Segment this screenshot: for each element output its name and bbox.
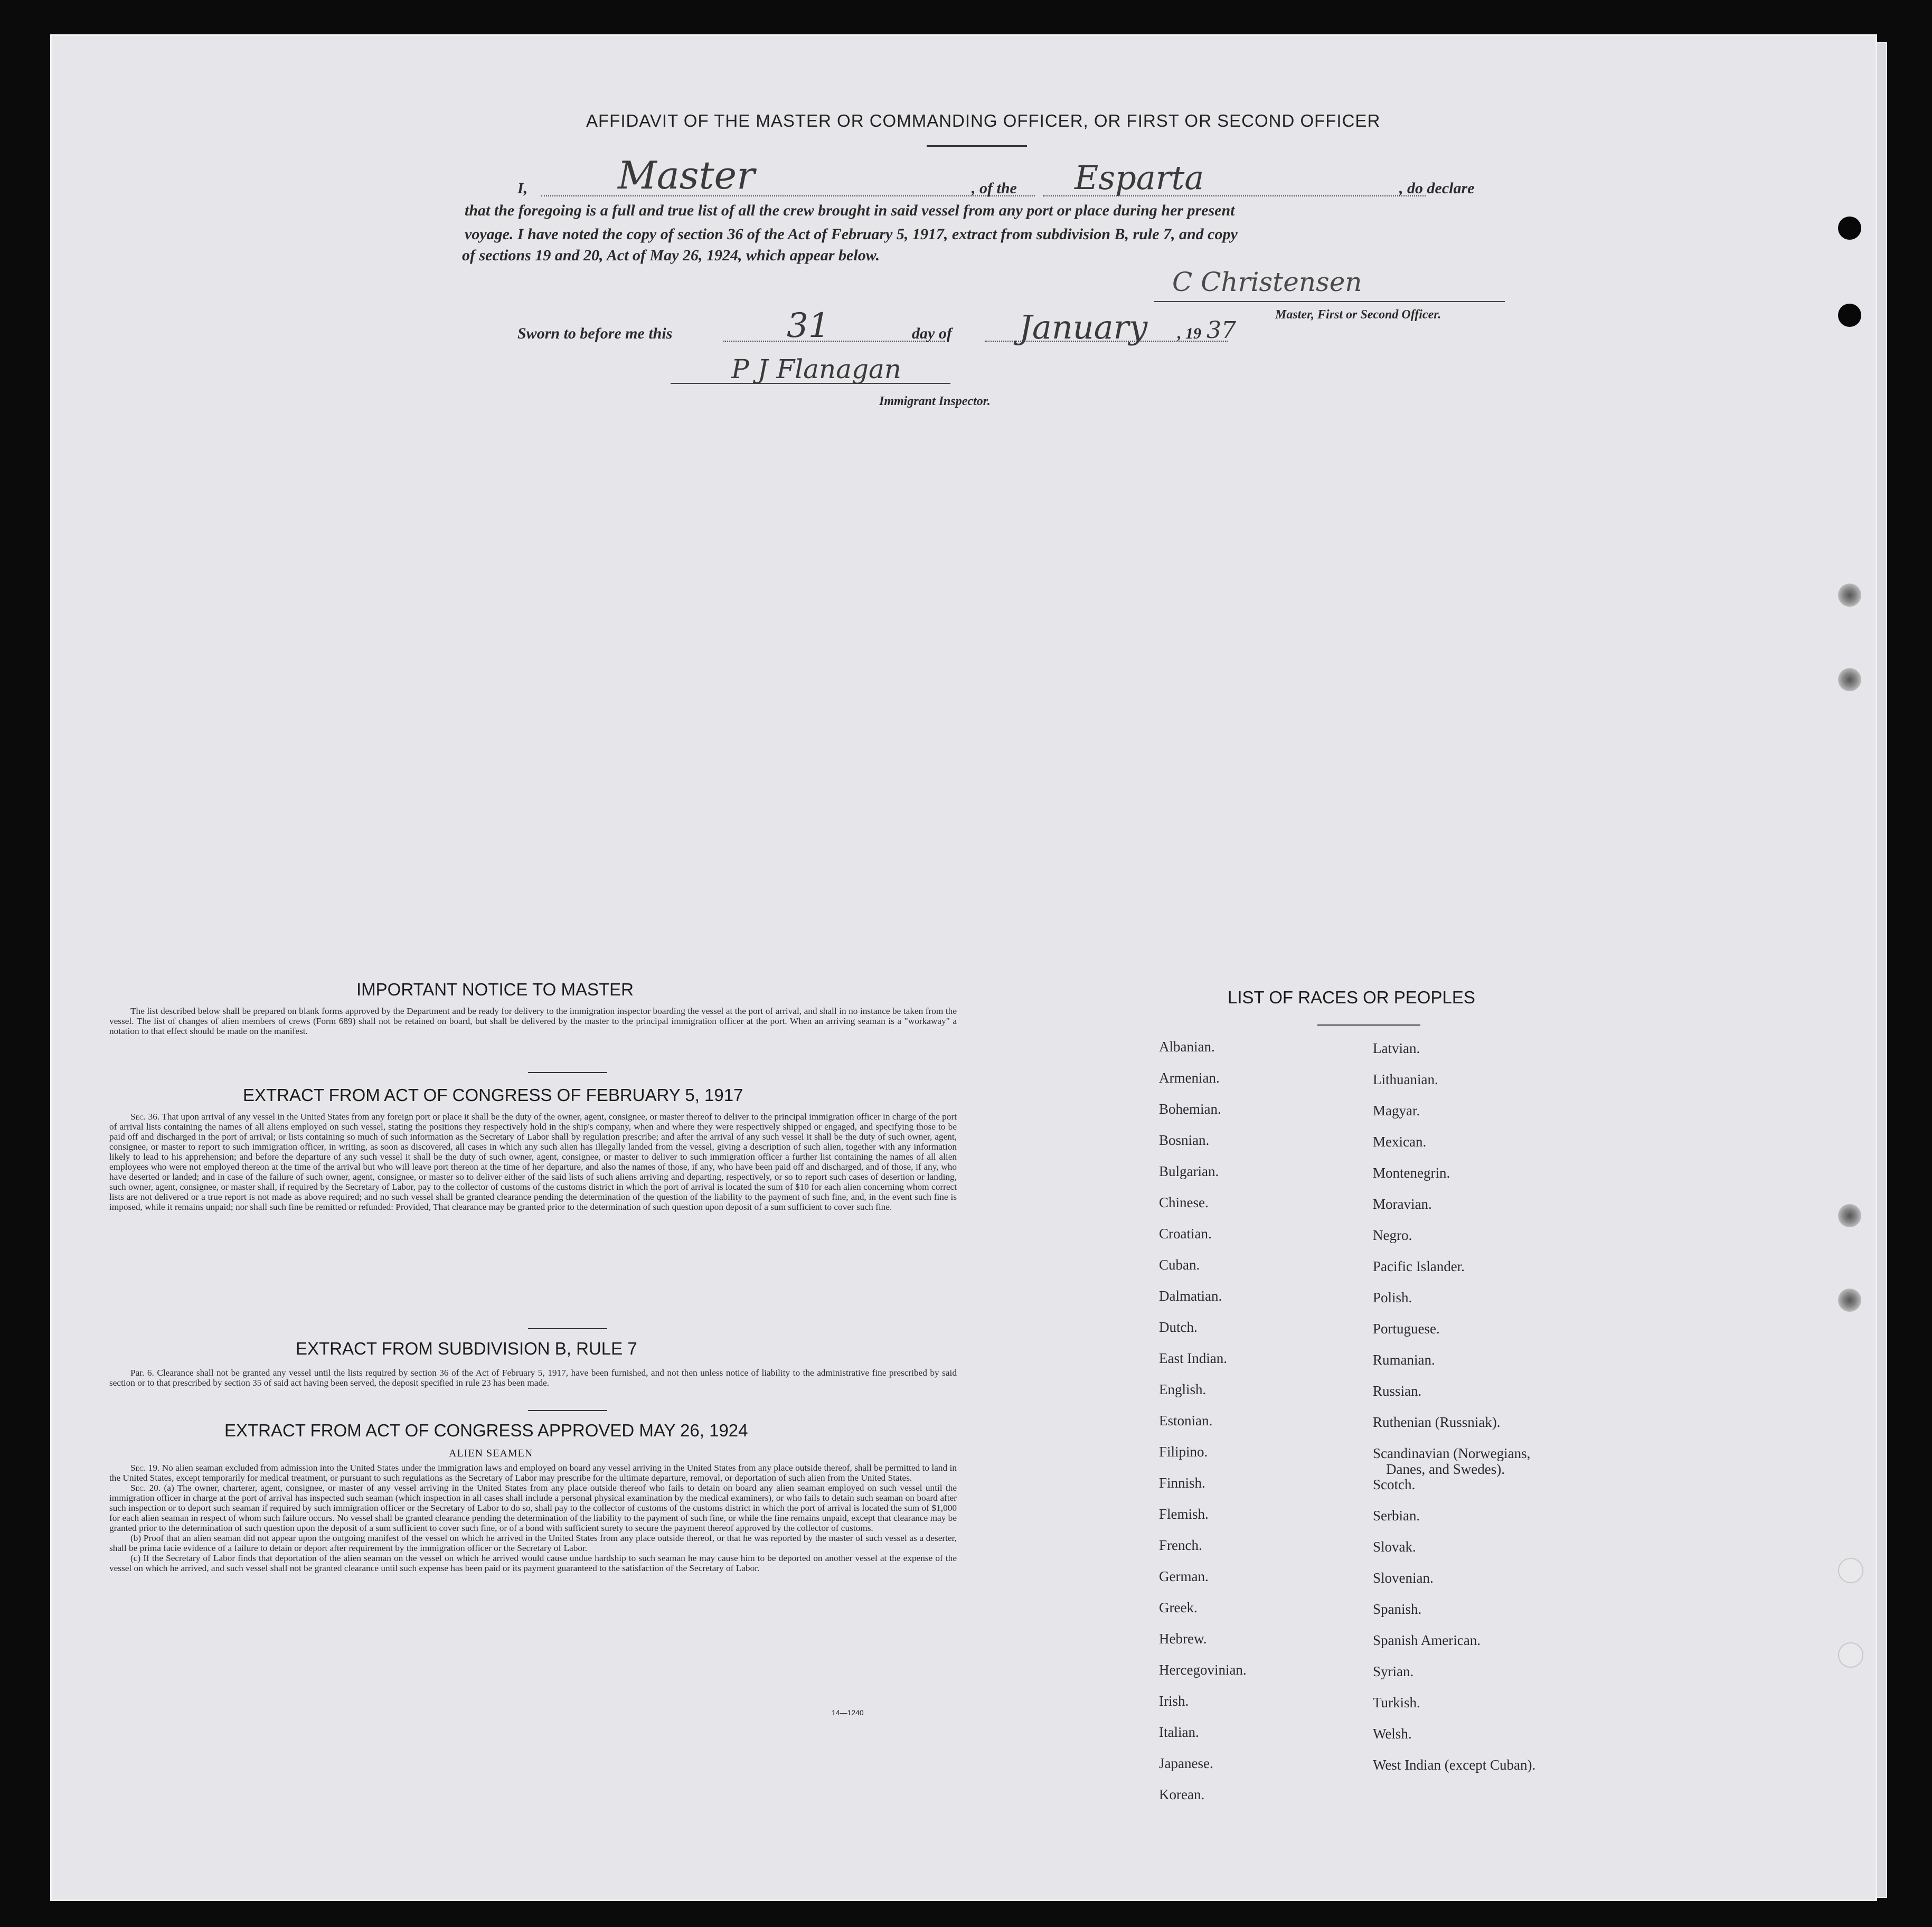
race-item: French. bbox=[1159, 1537, 1202, 1553]
sec-20b-body: (b) Proof that an alien seaman did not appear upon the outgoing manifest of the vessel on which he arrived in the United States from any place outside thereof, or that he was reported by the master of such vessel as a deserter, shall be prima facie evidence of a failure to detain or deport after requirement by the immigration officer or the Secretary of Labor. bbox=[109, 1533, 957, 1553]
sec-20-label: Sec. 20. bbox=[130, 1483, 161, 1493]
sworn-day: 31 bbox=[787, 306, 830, 345]
race-item: Slovenian. bbox=[1373, 1570, 1434, 1586]
race-item: Hercegovinian. bbox=[1159, 1662, 1247, 1678]
race-item: Chinese. bbox=[1159, 1195, 1209, 1210]
vessel-name: Esparta bbox=[1075, 158, 1204, 197]
races-right-column bbox=[1373, 1040, 1535, 1788]
extract-rule7-title: EXTRACT FROM SUBDIVISION B, RULE 7 bbox=[296, 1339, 637, 1358]
race-item: Portuguese. bbox=[1373, 1321, 1440, 1337]
races-title: LIST OF RACES OR PEOPLES bbox=[1228, 988, 1475, 1007]
race-item: Polish. bbox=[1373, 1290, 1412, 1305]
races-left-column bbox=[1159, 1039, 1247, 1818]
officer-signature-line bbox=[1154, 301, 1505, 302]
race-item: Mexican. bbox=[1373, 1134, 1427, 1150]
race-item: Korean. bbox=[1159, 1787, 1205, 1802]
race-item: Hebrew. bbox=[1159, 1631, 1207, 1647]
punch-hole bbox=[1838, 217, 1861, 240]
race-item: Croatian. bbox=[1159, 1226, 1212, 1242]
sec-36-body: That upon arrival of any vessel in the United States from any foreign port or place it shall be the duty of the owner, agent, consignee, or master thereof to deliver to the principal immigration officer in charge of the port of arrival lists containing the names of all aliens employed on such vessel, stating the positions they respectively hold in the ship's company, when and where they were respectively shipped or engaged, and specifying those to be paid off and discharged in the port of arrival; or lists containing so much of such information as the Secretary of Labor shall by regulation prescribe; and after the arrival of any such vessel it shall be the duty of such owner, agent, consignee, or master to report to such immigration officer, in writing, as soon as discovered, all cases in which any such alien has illegally landed from the vessel, giving a description of such alien, together with any information likely to lead to his apprehension; and before the departure of any such vessel it shall be the duty of such owner, agent, consignee, or master to deliver to such immigration officer a further list containing the names of all alien employees who were not employed thereon at the time of the arrival but who will leave port thereon at the time of her departure, and also the names of those, if any, who have been paid off and discharged, and of those, if any, who have deserted or landed; and in case of the failure of such owner, agent, consignee, or master so to deliver either of the said lists of such aliens arriving and departing, respectively, or so to report such cases of desertion or landing, such owner, agent, consignee, or master shall, if required by the Secretary of Labor, pay to the collector of customs of the customs district in which the port of arrival is located the sum of $10 for each alien concerning whom correct lists are not delivered or a true report is not made as above required; and no such vessel shall be granted clearance pending the determination of the question of the liability to the payment of such fine, and, in the event such fine is imposed, while it remains unpaid; nor shall such fine be remitted or refunded: Provided, That clearance may be granted prior to the determination of such question upon deposit of a sum sufficient to cover such fine. bbox=[109, 1112, 957, 1212]
extract-1924-title: EXTRACT FROM ACT OF CONGRESS APPROVED MAY 26, 1924 bbox=[224, 1421, 748, 1440]
race-item: Magyar. bbox=[1373, 1103, 1420, 1118]
race-item: Moravian. bbox=[1373, 1196, 1432, 1212]
notice-title: IMPORTANT NOTICE TO MASTER bbox=[356, 980, 634, 999]
race-item: Cuban. bbox=[1159, 1257, 1200, 1273]
race-item: Italian. bbox=[1159, 1724, 1199, 1740]
punch-hole bbox=[1838, 584, 1861, 607]
sworn-label: Sworn to before me this bbox=[517, 325, 673, 342]
race-item: Scandinavian (Norwegians, bbox=[1373, 1445, 1531, 1461]
race-item: Flemish. bbox=[1159, 1506, 1209, 1522]
section-rule bbox=[528, 1410, 607, 1411]
race-item: Albanian. bbox=[1159, 1039, 1215, 1055]
race-item: Armenian. bbox=[1159, 1070, 1220, 1086]
day-of-label: day of bbox=[912, 325, 952, 342]
sec-19-body: No alien seaman excluded from admission into the United States under the immigration laws and employed on board any vessel arriving in the United States from any place outside thereof, shall be permitted to land in the United States, except temporarily for medical treatment, or pursuant to such regulations as the Secretary of Labor may prescribe for the ultimate departure, removal, or deportation of such alien from the United States. bbox=[109, 1463, 957, 1483]
race-item: Filipino. bbox=[1159, 1444, 1208, 1460]
race-item: Russian. bbox=[1373, 1383, 1422, 1399]
race-item: Estonian. bbox=[1159, 1413, 1213, 1428]
affidavit-title: AFFIDAVIT OF THE MASTER OR COMMANDING OFFICER, OR FIRST OR SECOND OFFICER bbox=[586, 111, 1381, 130]
sec-20c-body: (c) If the Secretary of Labor finds that deportation of the alien seaman on the vessel on which he arrived would cause undue hardship to such seaman he may cause him to be deported on another vessel at the expense of the vessel on which he arrived, and such vessel shall not be granted clearance until such expense has been paid or its payment guaranteed to the satisfaction of the Secretary of Labor. bbox=[109, 1553, 957, 1573]
race-item: Bohemian. bbox=[1159, 1101, 1221, 1117]
officer-caption: Master, First or Second Officer. bbox=[1275, 308, 1441, 322]
title-rule bbox=[927, 145, 1027, 147]
race-item: German. bbox=[1159, 1568, 1209, 1584]
extract-1924-text bbox=[109, 1463, 957, 1573]
master-line bbox=[541, 195, 1035, 196]
affidavit-body-2: voyage. I have noted the copy of section 36 of the Act of February 5, 1917, extract from subdivision B, rule 7, and copy bbox=[465, 225, 1238, 243]
punch-hole bbox=[1838, 1289, 1861, 1312]
section-rule bbox=[528, 1328, 607, 1329]
punch-hole bbox=[1838, 304, 1861, 327]
inspector-caption: Immigrant Inspector. bbox=[879, 394, 991, 408]
sec-19-label: Sec. 19. bbox=[130, 1463, 160, 1473]
year-prefix: , 19 bbox=[1177, 325, 1201, 342]
race-item: Serbian. bbox=[1373, 1508, 1420, 1524]
race-item: Finnish. bbox=[1159, 1475, 1205, 1491]
race-item: Danes, and Swedes). bbox=[1386, 1461, 1505, 1477]
extract-1917-text bbox=[109, 1112, 957, 1212]
race-item: West Indian (except Cuban). bbox=[1373, 1757, 1536, 1773]
race-item: Spanish. bbox=[1373, 1601, 1422, 1617]
race-item: Bosnian. bbox=[1159, 1132, 1210, 1148]
race-item: Lithuanian. bbox=[1373, 1071, 1438, 1087]
race-item: Irish. bbox=[1159, 1693, 1189, 1709]
race-item: Ruthenian (Russniak). bbox=[1373, 1414, 1501, 1430]
i-label: I, bbox=[517, 180, 528, 197]
race-item: Japanese. bbox=[1159, 1755, 1213, 1771]
form-number: 14—1240 bbox=[832, 1708, 864, 1717]
alien-seamen-subtitle: ALIEN SEAMEN bbox=[449, 1447, 533, 1459]
punch-hole bbox=[1838, 668, 1861, 691]
race-item: East Indian. bbox=[1159, 1350, 1227, 1366]
race-item: Latvian. bbox=[1373, 1040, 1420, 1056]
race-item: Turkish. bbox=[1373, 1695, 1420, 1710]
notice-text: The list described below shall be prepared on blank forms approved by the Department and be ready for delivery to the immigration inspector boarding the vessel at the port of arrival, and shall in no instance be taken from the vessel. The list of changes of alien members of crews (Form 689) shall not be retained on board, but shall be delivered by the master to the principal immigration officer at the port. When an arriving seaman is a "workaway" a notation to that effect should be made on the manifest. bbox=[109, 1006, 957, 1036]
race-item: Slovak. bbox=[1373, 1539, 1416, 1555]
race-item: Bulgarian. bbox=[1159, 1163, 1219, 1179]
sec-36-label: Sec. 36. bbox=[130, 1112, 160, 1122]
race-item: Rumanian. bbox=[1373, 1352, 1435, 1368]
form-page bbox=[50, 34, 1877, 1901]
punch-hole bbox=[1838, 1642, 1863, 1668]
do-declare-label: , do declare bbox=[1399, 180, 1475, 197]
inspector-signature: P J Flanagan bbox=[731, 354, 901, 384]
race-item: Dalmatian. bbox=[1159, 1288, 1222, 1304]
affidavit-body-3: of sections 19 and 20, Act of May 26, 1924, which appear below. bbox=[462, 247, 880, 264]
sworn-month: January bbox=[1019, 308, 1148, 346]
extract-rule7-text: Par. 6. Clearance shall not be granted any vessel until the lists required by section 36 of the Act of February 5, 1917, have been furnished, and not then unless notice of liability to the administrative fine prescribed by said section or to that prescribed by section 35 of said act having been served, the deposit specified in rule 23 has been made. bbox=[109, 1368, 957, 1388]
race-item: Spanish American. bbox=[1373, 1632, 1481, 1648]
race-item: Negro. bbox=[1373, 1227, 1412, 1243]
race-item: Montenegrin. bbox=[1373, 1165, 1450, 1181]
punch-hole bbox=[1838, 1558, 1863, 1583]
race-item: Scotch. bbox=[1373, 1477, 1416, 1492]
punch-hole bbox=[1838, 1204, 1861, 1227]
race-item: English. bbox=[1159, 1381, 1207, 1397]
race-item: Dutch. bbox=[1159, 1319, 1198, 1335]
race-item: Greek. bbox=[1159, 1600, 1198, 1615]
race-item: Pacific Islander. bbox=[1373, 1258, 1465, 1274]
master-name: Master bbox=[618, 153, 755, 198]
affidavit-body-1: that the foregoing is a full and true list of all the crew brought in said vessel from any port or place during her present bbox=[465, 202, 1235, 219]
officer-signature: C Christensen bbox=[1172, 267, 1362, 297]
races-title-rule bbox=[1317, 1024, 1420, 1026]
race-item: Welsh. bbox=[1373, 1726, 1412, 1742]
extract-1917-title: EXTRACT FROM ACT OF CONGRESS OF FEBRUARY 5, 1917 bbox=[243, 1085, 743, 1105]
of-the-label: , of the bbox=[972, 180, 1017, 197]
race-item: Syrian. bbox=[1373, 1663, 1414, 1679]
sec-20a-body: (a) The owner, charterer, agent, consignee, or master of any vessel arriving in the United States from any place outside thereof who fails to detain on board any alien seaman employed on such vessel until the immigration officer in charge at the port of arrival has inspected such seaman (which inspection in all cases shall include a personal physical examination by the medical examiners), or who fails to detain such seaman on board after such inspection or to deport such seaman if required by such immigration officer or the Secretary of Labor to do so, shall pay to the collector of customs of the customs district in which the port of arrival is located the sum of $1,000 for each alien seaman in respect of whom such failure occurs. No vessel shall be granted clearance pending the determination of the liability to the payment of such fine, or while the fine remains unpaid, except that clearance may be granted prior to the determination of such question upon the deposit of a sum sufficient to cover such fine, or of a bond with sufficient surety to secure the payment thereof approved by the collector of customs. bbox=[109, 1483, 957, 1533]
section-rule bbox=[528, 1072, 607, 1073]
year-suffix: 37 bbox=[1207, 317, 1236, 344]
